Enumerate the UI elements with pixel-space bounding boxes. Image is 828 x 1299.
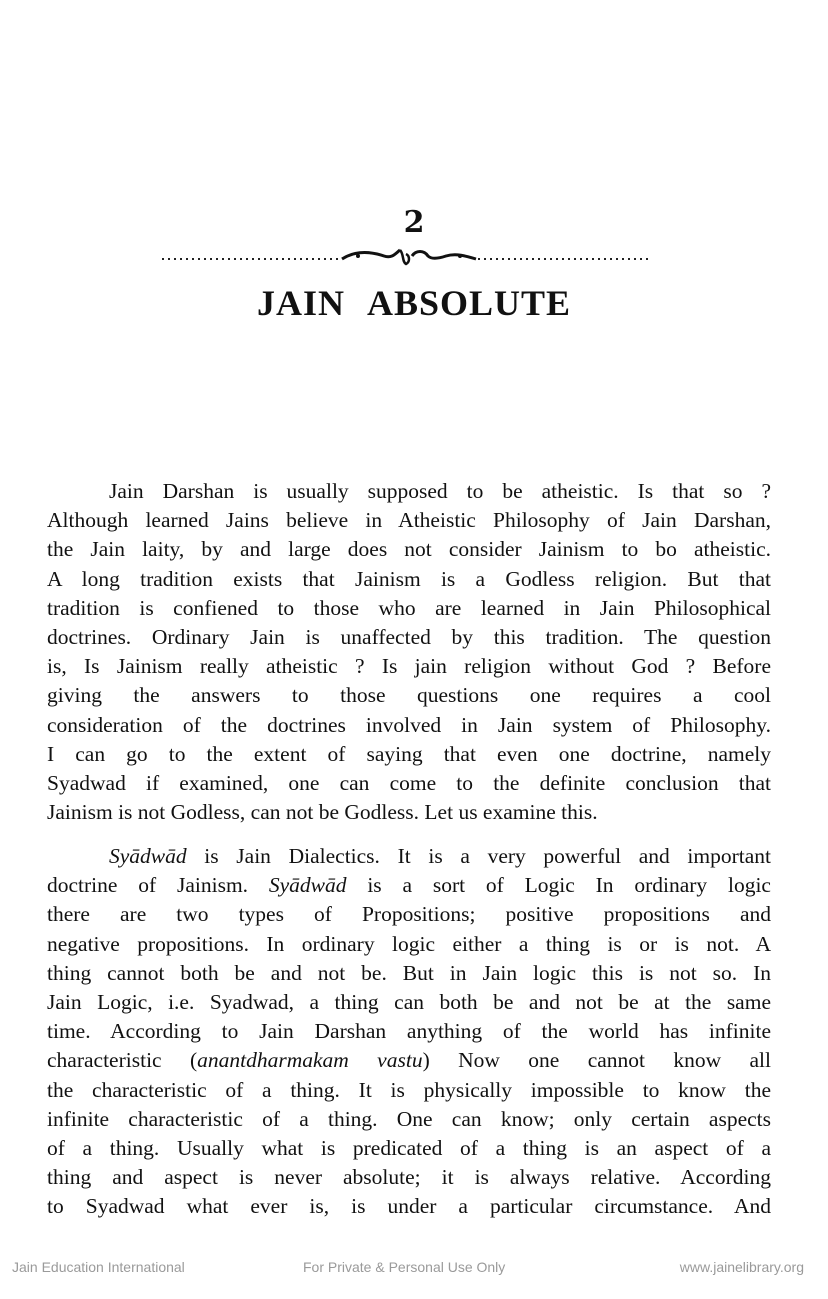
text-line: of a thing. Usually what is predicated of a thing is an aspect of a <box>47 1136 771 1161</box>
text-line: infinite characteristic of a thing. One can know; only certain aspects <box>47 1106 771 1131</box>
text-line: Although learned Jains believe in Atheistic Philosophy of Jain Darshan, <box>47 508 771 533</box>
text-line: Syadwad if examined, one can come to the definite conclusion that <box>47 771 771 796</box>
text-line: thing cannot both be and not be. But in Jain logic this is not so. In <box>47 960 771 985</box>
text-line <box>47 842 771 871</box>
text-line <box>47 1046 771 1075</box>
ornament-divider-icon <box>160 244 652 268</box>
paragraph-2 <box>47 842 771 1222</box>
text-line: Jain Logic, i.e. Syadwad, a thing can both be and not be at the same <box>47 990 771 1015</box>
text-line: the Jain laity, by and large does not consider Jainism to bo atheistic. <box>47 537 771 562</box>
text-span: characteristic ( <box>47 1048 198 1073</box>
syadwad-term: Syādwād <box>268 873 347 898</box>
text-line: time. According to Jain Darshan anything of the world has infinite <box>47 1019 771 1044</box>
text-line <box>47 871 771 900</box>
text-line: A long tradition exists that Jainism is a Godless religion. But that <box>47 566 771 591</box>
text-line: there are two types of Propositions; positive propositions and <box>47 902 771 927</box>
text-span: doctrine of Jainism. <box>47 873 269 898</box>
text-line: is, Is Jainism really atheistic ? Is jain religion without God ? Before <box>47 654 771 679</box>
text-line: Jainism is not Godless, can not be Godless. Let us examine this. <box>47 800 598 825</box>
sanskrit-term: anantdharmakam vastu <box>197 1048 423 1073</box>
text-line: negative propositions. In ordinary logic either a thing is or is not. A <box>47 931 771 956</box>
text-line: I can go to the extent of saying that even one doctrine, namely <box>47 741 771 766</box>
paragraph-1 <box>47 477 771 827</box>
chapter-title: JAIN ABSOLUTE <box>256 283 572 323</box>
text-span: ) Now one cannot know all <box>422 1048 772 1073</box>
text-line: tradition is confiened to those who are learned in Jain Philosophical <box>47 595 771 620</box>
text-span: is Jain Dialectics. It is a very powerful and important <box>186 844 771 868</box>
text-line: giving the answers to those questions one requires a cool <box>47 683 771 708</box>
footer-left-text: Jain Education International <box>12 1259 185 1275</box>
syadwad-term: Syādwād <box>109 844 187 868</box>
text-line: the characteristic of a thing. It is physically impossible to know the <box>47 1077 771 1102</box>
footer-right-link[interactable]: www.jainelibrary.org <box>679 1259 804 1275</box>
text-line: to Syadwad what ever is, is under a particular circumstance. And <box>47 1194 771 1219</box>
text-span: is a sort of Logic In ordinary logic <box>346 873 771 898</box>
page-footer <box>0 1259 828 1279</box>
text-line: thing and aspect is never absolute; it is always relative. According <box>47 1165 771 1190</box>
text-line: doctrines. Ordinary Jain is unaffected by this tradition. The question <box>47 625 771 650</box>
footer-middle-text: For Private & Personal Use Only <box>303 1259 506 1275</box>
text-line: consideration of the doctrines involved in Jain system of Philosophy. <box>47 712 771 737</box>
chapter-number: 2 <box>403 205 425 240</box>
text-line: Jain Darshan is usually supposed to be atheistic. Is that so ? <box>109 479 771 503</box>
